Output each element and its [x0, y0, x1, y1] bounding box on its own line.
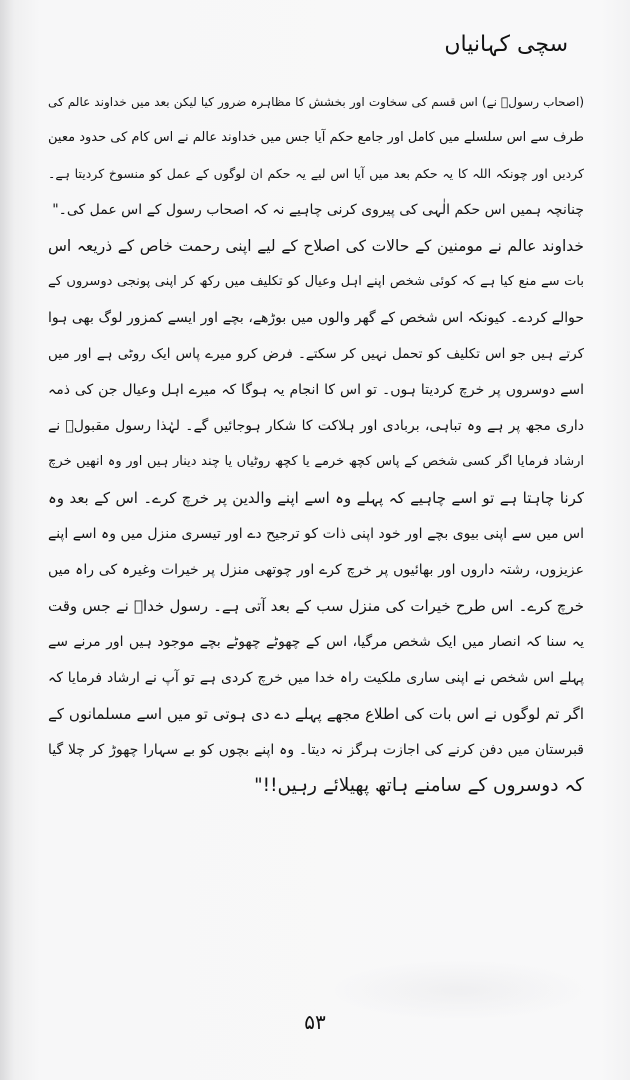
text-line: بات سے منع کیا ہے کہ کوئی شخص اپنے اہل وعیال کو تکلیف میں رکھ کر اپنی پونجی دوسروں کے — [48, 274, 584, 289]
text-line: اس میں سے اپنی بیوی بچے اور خود اپنی ذات کو ترجیح دے اور تیسری منزل میں وہ اسے اپنے — [48, 526, 584, 542]
text-line: چنانچہ ہمیں اس حکم الٰہی کی پیروی کرنی چاہیے نہ کہ اصحاب رسول کے اس عمل کی۔" — [52, 202, 584, 218]
text-line: کہ دوسروں کے سامنے ہاتھ پھیلائے رہیں!!" — [254, 775, 584, 796]
paragraph-2 — [48, 228, 584, 804]
text-line: قبرستان میں دفن کرنے کی اجازت ہرگز نہ دیتا۔ وہ اپنے بچوں کو بے سہارا چھوڑ کر چلا گیا — [48, 742, 584, 758]
text-line: خداوند عالم نے مومنین کے حالات کی اصلاح کے لیے اپنی رحمت خاص کے ذریعہ اس — [48, 237, 584, 255]
text-line: خرچ کرے۔ اس طرح خیرات کی منزل سب کے بعد آتی ہے۔ رسول خداؐ نے جس وقت — [48, 597, 584, 615]
text-line: عزیزوں، رشتہ داروں اور بھائیوں پر خرچ کرے اور چوتھی منزل پر خیرات وغیرہ کی راہ میں — [48, 562, 584, 578]
page-body — [48, 84, 584, 804]
text-line: کرنا چاہتا ہے تو اسے چاہیے کہ پہلے وہ اسے اپنے والدین پر خرچ کرے۔ اس کے بعد وہ — [48, 489, 584, 507]
text-line: یہ سنا کہ انصار میں ایک شخص مرگیا، اس کے چھوٹے چھوٹے بچے موجود ہیں اور مرنے سے — [48, 634, 584, 650]
text-line: پہلے اس شخص نے اپنی ساری ملکیت راہ خدا میں خرچ کردی ہے تو آپ نے ارشاد فرمایا کہ — [48, 670, 584, 686]
text-line: حوالے کردے۔ کیونکہ اس شخص کے گھر والوں میں بوڑھے، بچے اور ایسے کمزور لوگ بھی ہوا — [48, 310, 584, 326]
text-line: طرف سے اس سلسلے میں کامل اور جامع حکم آیا جس میں خداوند عالم نے اس کام کی حدود معین — [48, 130, 584, 145]
text-line: داری مجھ پر ہے وہ تباہی، بربادی اور ہلاکت کا شکار ہوجائیں گے۔ لہٰذا رسول مقبولؐ نے — [48, 418, 584, 434]
text-line: (اصحاب رسولؐ نے) اس قسم کی سخاوت اور بخشش کا مظاہرہ ضرور کیا لیکن بعد میں خداوند عالم کی — [48, 95, 584, 109]
text-line: اسے دوسروں پر خرچ کردیتا ہوں۔ تو اس کا انجام یہ ہوگا کہ میرے اہل وعیال جن کی ذمہ — [48, 382, 584, 398]
text-line: کرتے ہیں جو اس تکلیف کو تحمل نہیں کر سکتے۔ فرض کرو میرے پاس ایک روٹی ہے اور میں — [48, 346, 584, 362]
text-line: اگر تم لوگوں نے اس بات کی اطلاع مجھے پہلے دے دی ہوتی تو میں اسے مسلمانوں کے — [48, 705, 584, 723]
running-title: سچی کہانیاں — [444, 32, 568, 57]
paragraph-1 — [48, 84, 584, 228]
text-line: ارشاد فرمایا اگر کسی شخص کے پاس کچھ خرمے یا کچھ روٹیاں یا چند دینار ہیں اور وہ انھیں خرچ — [48, 454, 584, 469]
text-line: کردیں اور چونکہ اللہ کا یہ حکم بعد میں آیا اس لیے یہ حکم ان لوگوں کے عمل کو منسوخ کردیتا ہے۔ — [48, 166, 584, 181]
page-number: ۵۳ — [304, 1010, 326, 1034]
